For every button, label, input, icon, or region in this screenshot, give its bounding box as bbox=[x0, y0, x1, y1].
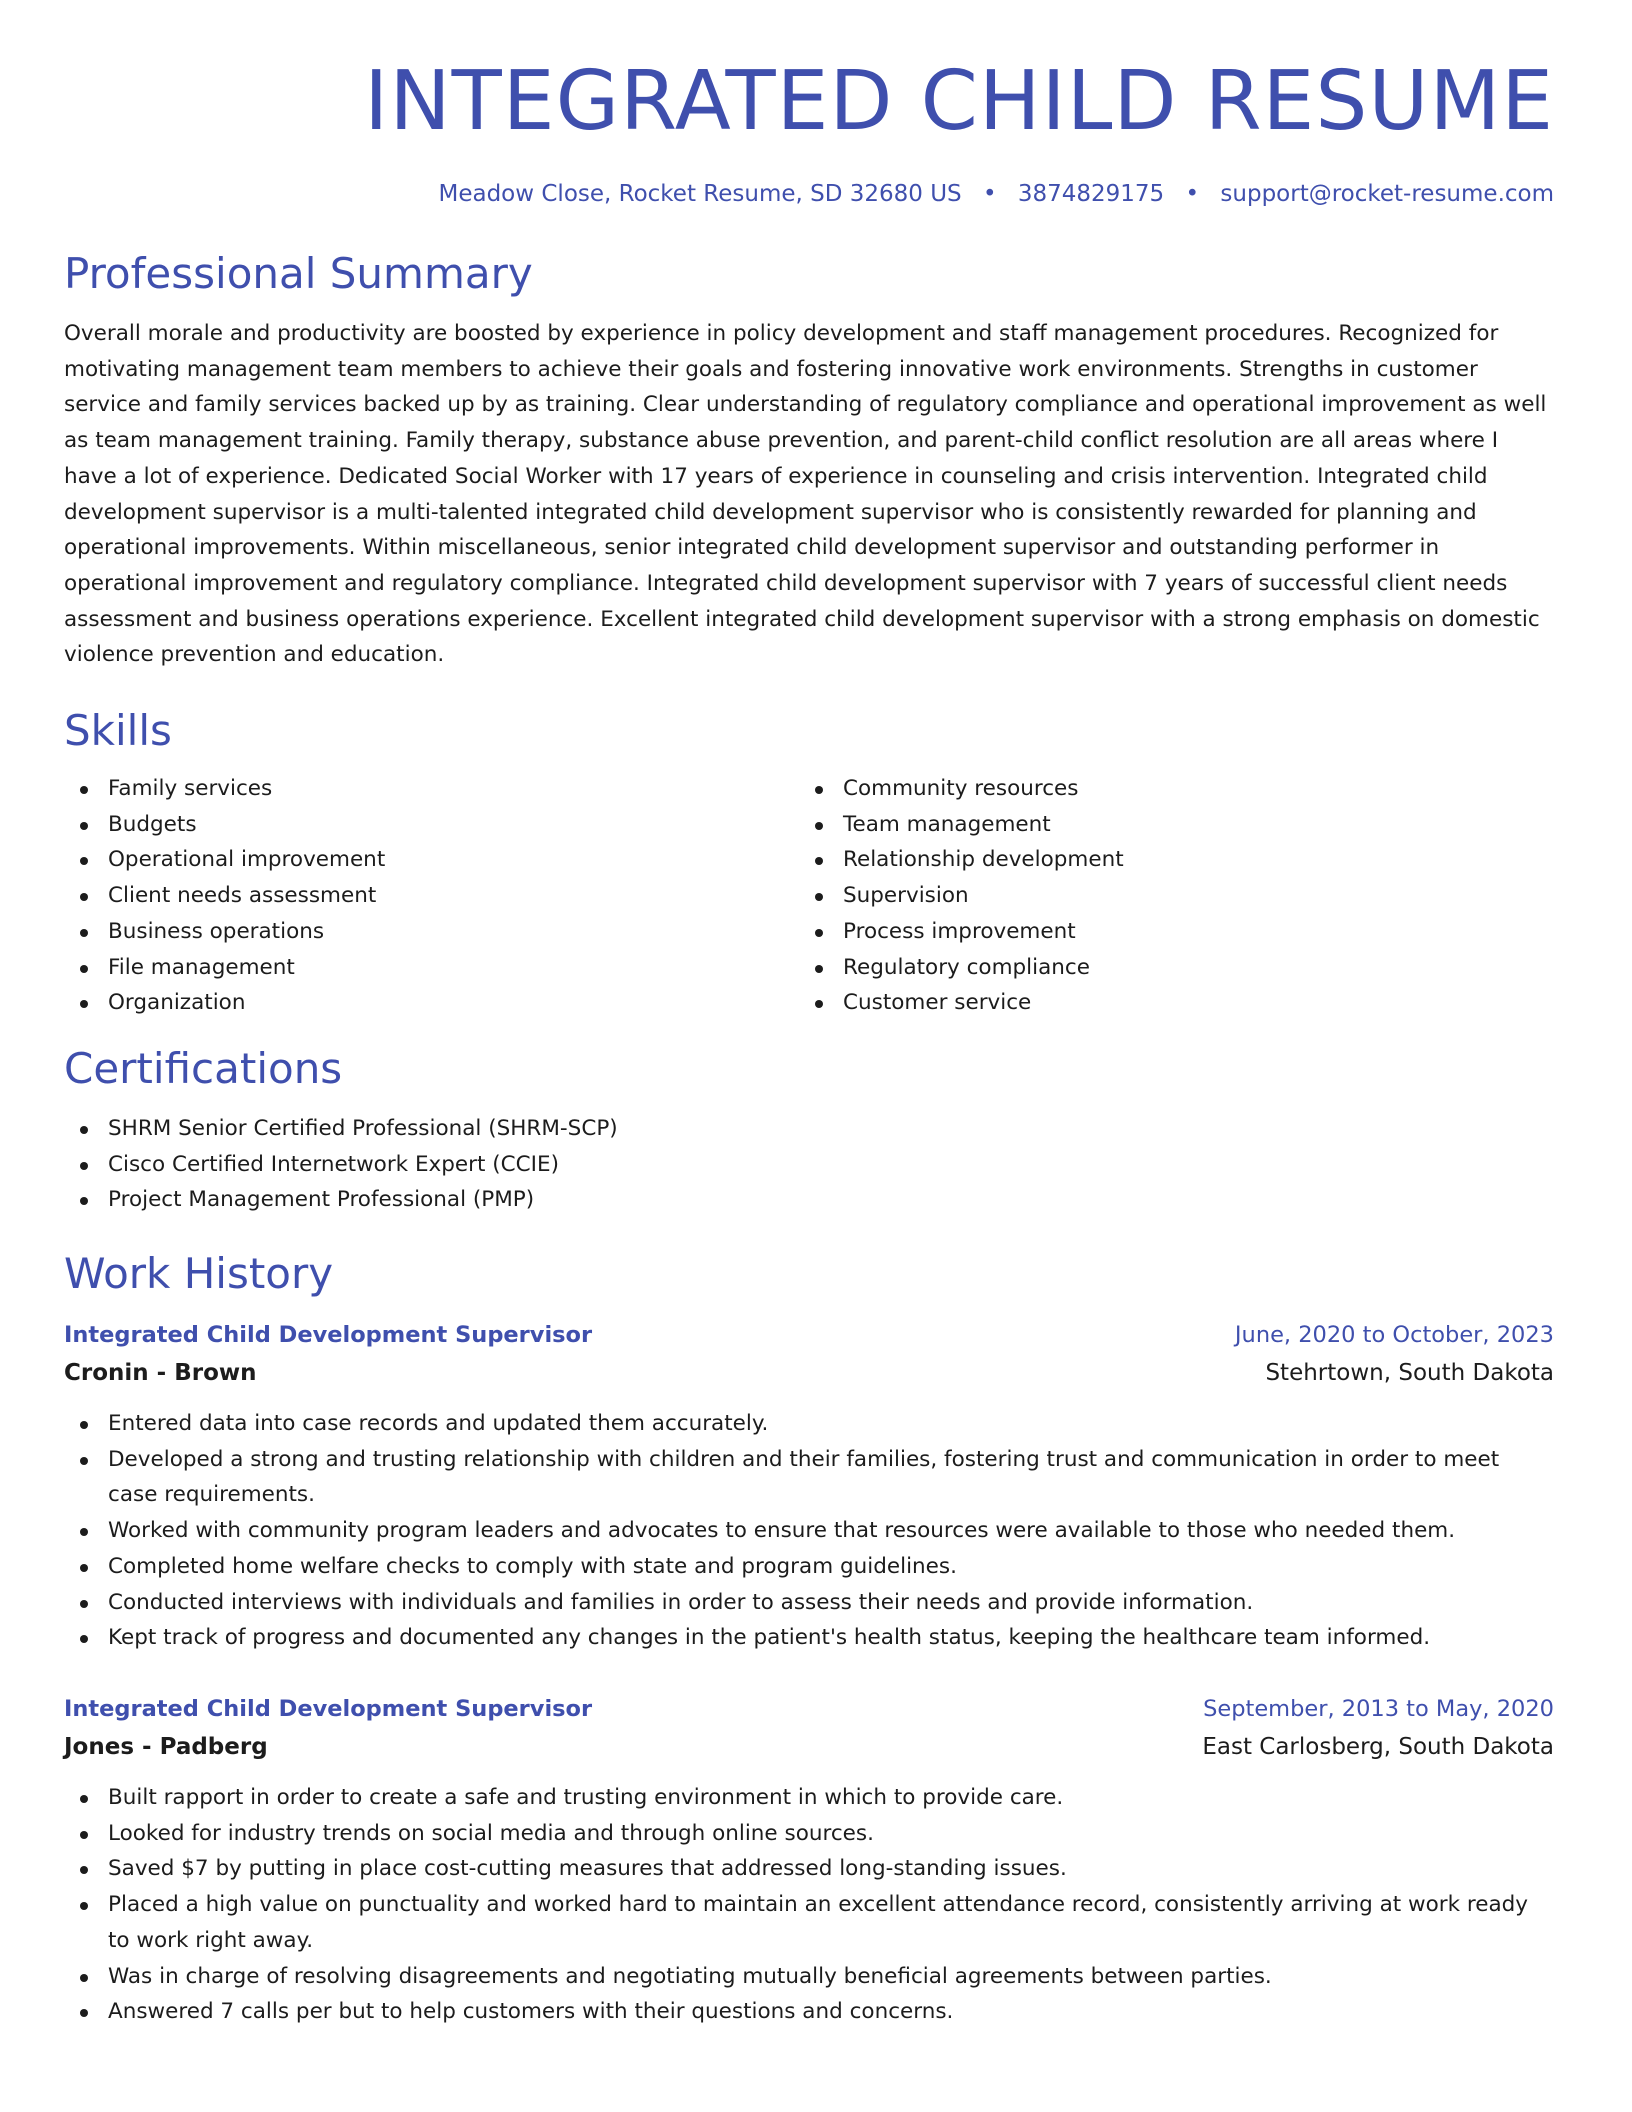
skill-item: Community resources bbox=[799, 771, 1534, 807]
skill-item: Client needs assessment bbox=[64, 878, 799, 914]
job-entry bbox=[64, 1316, 1554, 1656]
job-duty-item: Worked with community program leaders and advocates to ensure that resources were available to those who needed them. bbox=[64, 1513, 1554, 1549]
job-company: Cronin - Brown bbox=[64, 1360, 257, 1387]
certifications-heading: Certifications bbox=[64, 1043, 343, 1093]
job-duty-item: Looked for industry trends on social media and through online sources. bbox=[64, 1816, 1554, 1852]
job-title-row bbox=[64, 1690, 1554, 1728]
skill-item: Process improvement bbox=[799, 914, 1534, 950]
job-duty-item: Developed a strong and trusting relationship with children and their families, fostering trust and communication in order to meet case requirements. bbox=[64, 1442, 1554, 1513]
resume-page bbox=[64, 0, 1554, 2030]
job-duty-item: Placed a high value on punctuality and worked hard to maintain an excellent attendance record, consistently arriving at work ready to work right away. bbox=[64, 1887, 1554, 1958]
skill-item: Budgets bbox=[64, 807, 799, 843]
candidate-name: INTEGRATED CHILD RESUME bbox=[364, 54, 1554, 149]
skill-item: Team management bbox=[799, 807, 1534, 843]
skill-item: Operational improvement bbox=[64, 842, 799, 878]
skill-item: Supervision bbox=[799, 878, 1534, 914]
contact-separator: • bbox=[1185, 181, 1200, 207]
contact-phone: 3874829175 bbox=[1017, 181, 1165, 207]
contact-separator: • bbox=[982, 181, 997, 207]
skills-columns bbox=[64, 771, 1554, 1021]
job-duty-item: Completed home welfare checks to comply with state and program guidelines. bbox=[64, 1549, 1554, 1585]
job-location: Stehrtown, South Dakota bbox=[1265, 1360, 1554, 1387]
skills-list-right bbox=[799, 771, 1534, 1021]
job-duty-item: Answered 7 calls per but to help customers with their questions and concerns. bbox=[64, 1994, 1554, 2030]
job-duty-item: Kept track of progress and documented any changes in the patient's health status, keeping the healthcare team informed. bbox=[64, 1620, 1554, 1656]
certification-item: Cisco Certified Internetwork Expert (CCIE) bbox=[64, 1147, 1554, 1183]
contact-line bbox=[64, 178, 1554, 210]
job-dates: September, 2013 to May, 2020 bbox=[1203, 1695, 1554, 1722]
job-company-row bbox=[64, 1728, 1554, 1766]
contact-email: support@rocket-resume.com bbox=[1220, 181, 1554, 207]
skill-item: Customer service bbox=[799, 985, 1534, 1021]
summary-heading: Professional Summary bbox=[64, 249, 533, 298]
job-company: Jones - Padberg bbox=[64, 1733, 268, 1760]
job-entry bbox=[64, 1690, 1554, 2030]
job-duties-list bbox=[64, 1780, 1554, 2030]
job-duty-item: Saved $7 by putting in place cost-cutting measures that addressed long-standing issues. bbox=[64, 1851, 1554, 1887]
certification-item: SHRM Senior Certified Professional (SHRM-SCP) bbox=[64, 1111, 1554, 1147]
skill-item: Business operations bbox=[64, 914, 799, 950]
skills-list-left bbox=[64, 771, 799, 1021]
job-duty-item: Built rapport in order to create a safe and trusting environment in which to provide care. bbox=[64, 1780, 1554, 1816]
job-location: East Carlosberg, South Dakota bbox=[1202, 1733, 1554, 1760]
job-title: Integrated Child Development Supervisor bbox=[64, 1322, 593, 1349]
resume-header bbox=[64, 0, 1554, 210]
skill-item: Organization bbox=[64, 985, 799, 1021]
job-dates: June, 2020 to October, 2023 bbox=[1234, 1322, 1554, 1349]
job-title: Integrated Child Development Supervisor bbox=[64, 1695, 593, 1722]
job-duty-item: Entered data into case records and updated them accurately. bbox=[64, 1406, 1554, 1442]
job-title-row bbox=[64, 1316, 1554, 1354]
job-duty-item: Was in charge of resolving disagreements and negotiating mutually beneficial agreements between parties. bbox=[64, 1959, 1554, 1995]
skill-item: File management bbox=[64, 950, 799, 986]
skill-item: Regulatory compliance bbox=[799, 950, 1534, 986]
certification-item: Project Management Professional (PMP) bbox=[64, 1182, 1554, 1218]
certifications-list bbox=[64, 1111, 1554, 1218]
work-history-heading: Work History bbox=[64, 1249, 334, 1299]
summary-text: Overall morale and productivity are boosted by experience in policy development and staff management procedures. Recognized for motivating management team members to achieve their goals and fostering innovative work environments. Strengths in customer service and family services backed up by as training. Clear understanding of regulatory compliance and operational improvement as well as team management training. Family therapy, substance abuse prevention, and parent-child conflict resolution are all areas where I have a lot of experience. Dedicated Social Worker with 17 years of experience in counseling and crisis intervention. Integrated child development supervisor is a multi-talented integrated child development supervisor who is consistently rewarded for planning and operational improvements. Within miscellaneous, senior integrated child development supervisor and outstanding performer in operational improvement and regulatory compliance. Integrated child development supervisor with 7 years of successful client needs assessment and business operations experience. Excellent integrated child development supervisor with a strong emphasis on domestic violence prevention and education. bbox=[64, 321, 1547, 668]
job-company-row bbox=[64, 1354, 1554, 1392]
skill-item: Relationship development bbox=[799, 842, 1534, 878]
contact-address: Meadow Close, Rocket Resume, SD 32680 US bbox=[438, 181, 962, 207]
skills-heading: Skills bbox=[64, 706, 172, 756]
job-duties-list bbox=[64, 1406, 1554, 1656]
skill-item: Family services bbox=[64, 771, 799, 807]
job-duty-item: Conducted interviews with individuals and families in order to assess their needs and provide information. bbox=[64, 1585, 1554, 1621]
